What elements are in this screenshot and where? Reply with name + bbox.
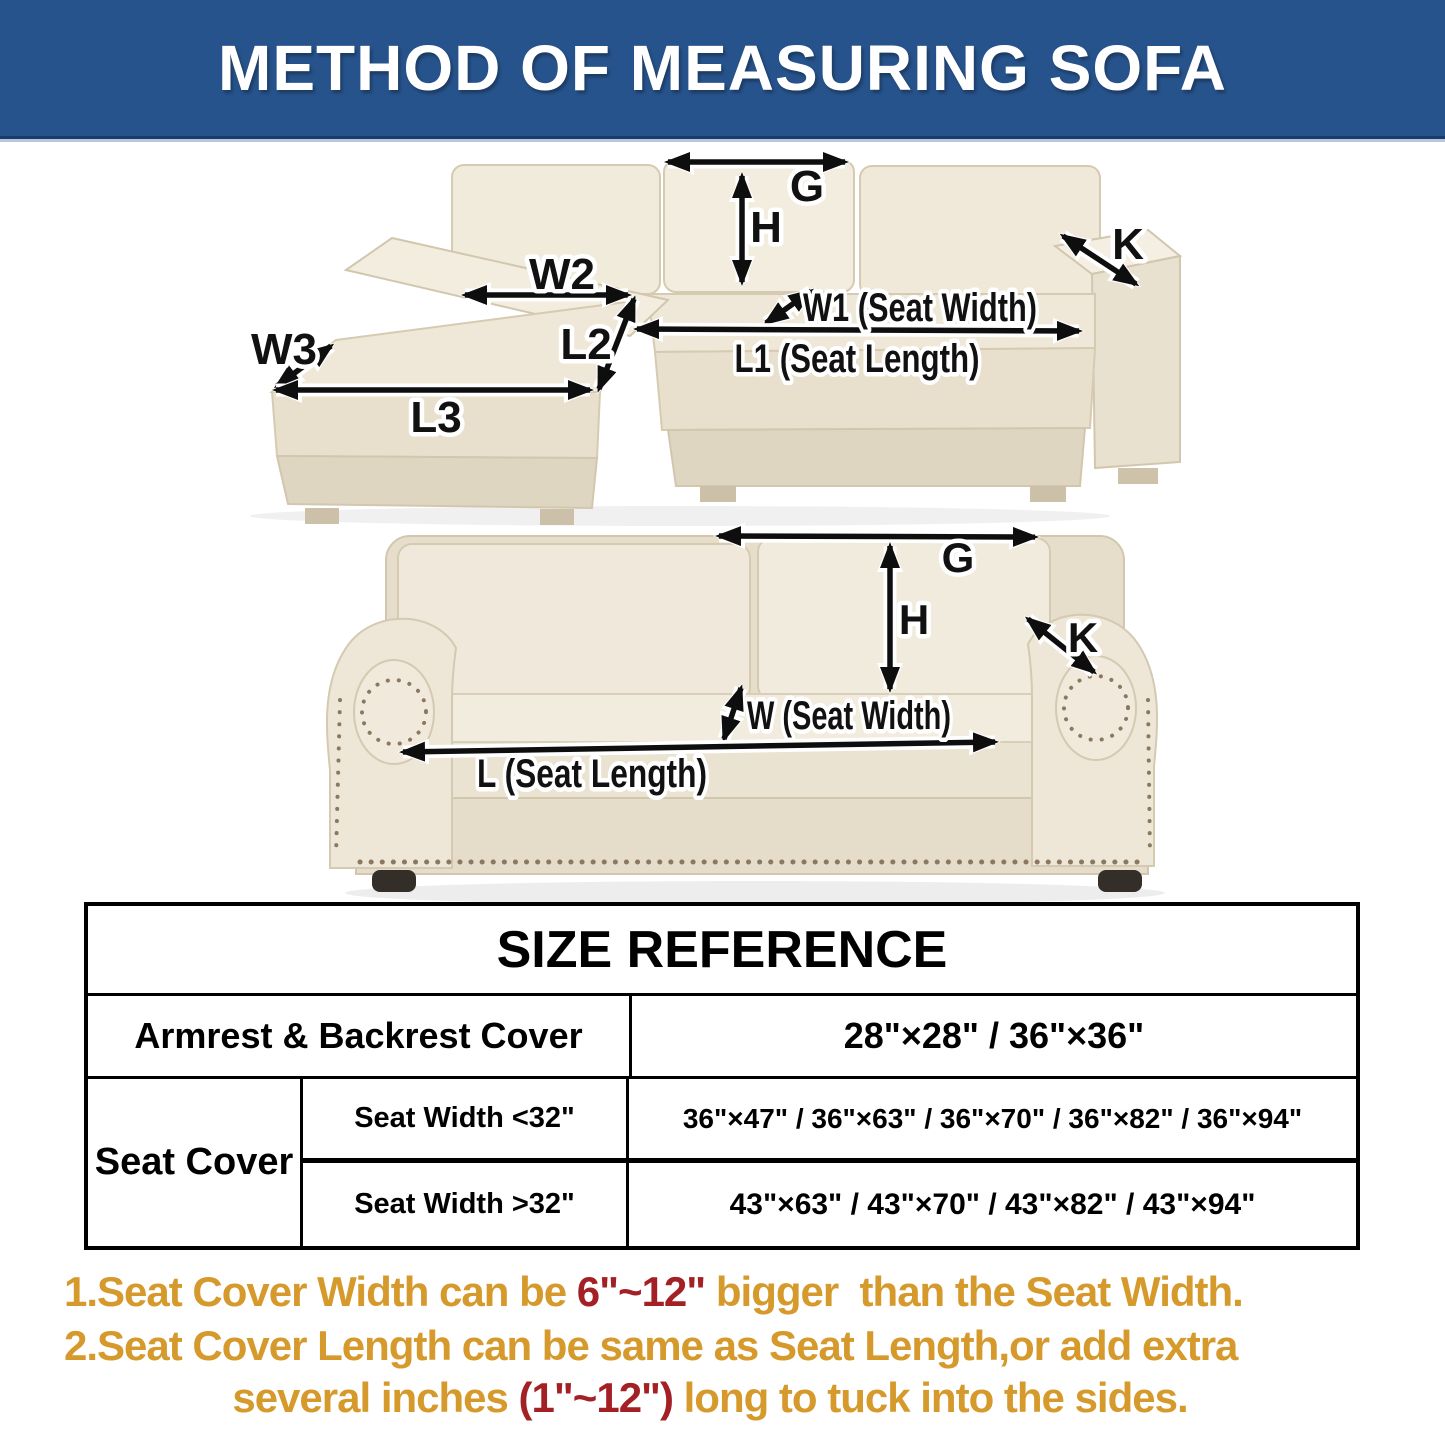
g-label: G	[789, 162, 825, 211]
seat-width-small-label: Seat Width <32"	[303, 1079, 629, 1158]
loveseat-foot	[1098, 870, 1142, 892]
sectional-foot	[1118, 468, 1158, 484]
note-text: 1.Seat Cover Width can be	[64, 1268, 577, 1315]
table-row	[303, 1163, 1356, 1246]
loveseat-base	[356, 798, 1148, 874]
seat-width-large-label: Seat Width >32"	[303, 1163, 629, 1246]
loveseat-seat-top	[422, 694, 1066, 742]
note-text: several inches	[232, 1374, 519, 1421]
note-seat-cover-length-cont	[0, 1374, 1420, 1422]
w1-label: W1 (Seat Width)	[803, 286, 1037, 330]
sectional-foot	[1030, 486, 1066, 502]
l3-label: L3	[410, 393, 462, 442]
h-label: H	[750, 203, 782, 252]
sectional-right-armrest-side	[1092, 256, 1180, 468]
chaise-foot	[305, 508, 339, 524]
loveseat-foot	[372, 870, 416, 892]
sectional-sofa-illustration	[250, 160, 1180, 526]
l1-label: L1 (Seat Length)	[734, 337, 980, 381]
chaise-foot	[540, 509, 574, 525]
table-title: SIZE REFERENCE	[88, 906, 1356, 996]
size-reference-table	[84, 902, 1360, 1250]
sectional-foot	[700, 486, 736, 502]
armrest-backrest-label: Armrest & Backrest Cover	[88, 996, 632, 1076]
loveseat-right-arm-scroll	[1056, 656, 1136, 760]
g-arrow	[719, 536, 1035, 537]
note-highlight: (1"~12")	[518, 1374, 673, 1421]
loveseat-sofa-illustration	[327, 536, 1165, 905]
sectional-back-cushion-right	[860, 166, 1100, 296]
k-label: K	[1067, 614, 1099, 661]
note-text: long to tuck into the sides.	[672, 1374, 1188, 1421]
seat-width-small-sizes: 36"×47" / 36"×63" / 36"×70" / 36"×82" / 36"×94"	[682, 1102, 1303, 1134]
sectional-shadow	[250, 506, 1110, 526]
note-highlight: 6"~12"	[576, 1268, 706, 1315]
note-seat-cover-length: 2.Seat Cover Length can be same as Seat Length,or add extra	[64, 1322, 1238, 1369]
l-label: L (Seat Length)	[477, 752, 707, 796]
w2-label: W2	[529, 250, 595, 299]
k-label: K	[1112, 220, 1144, 269]
table-row	[303, 1079, 1356, 1163]
table-row-armrest	[88, 996, 1356, 1079]
h-label: H	[898, 596, 930, 643]
table-row-seat-cover	[88, 1079, 1356, 1246]
seat-width-large-sizes: 43"×63" / 43"×70" / 43"×82" / 43"×94"	[729, 1187, 1256, 1221]
page-title: METHOD OF MEASURING SOFA	[218, 32, 1227, 104]
note-text: bigger than the Seat Width.	[705, 1268, 1243, 1315]
seat-cover-group-label: Seat Cover	[88, 1079, 303, 1246]
chaise-base	[277, 456, 597, 508]
note-seat-cover-width	[64, 1268, 1243, 1316]
armrest-backrest-sizes: 28"×28" / 36"×36"	[843, 1015, 1145, 1056]
sectional-base	[668, 428, 1085, 486]
w-label: W (Seat Width)	[747, 694, 951, 738]
l2-label: L2	[560, 320, 612, 369]
w3-label: W3	[251, 325, 317, 374]
seat-cover-subrows	[303, 1079, 1356, 1246]
g-label: G	[941, 534, 975, 581]
